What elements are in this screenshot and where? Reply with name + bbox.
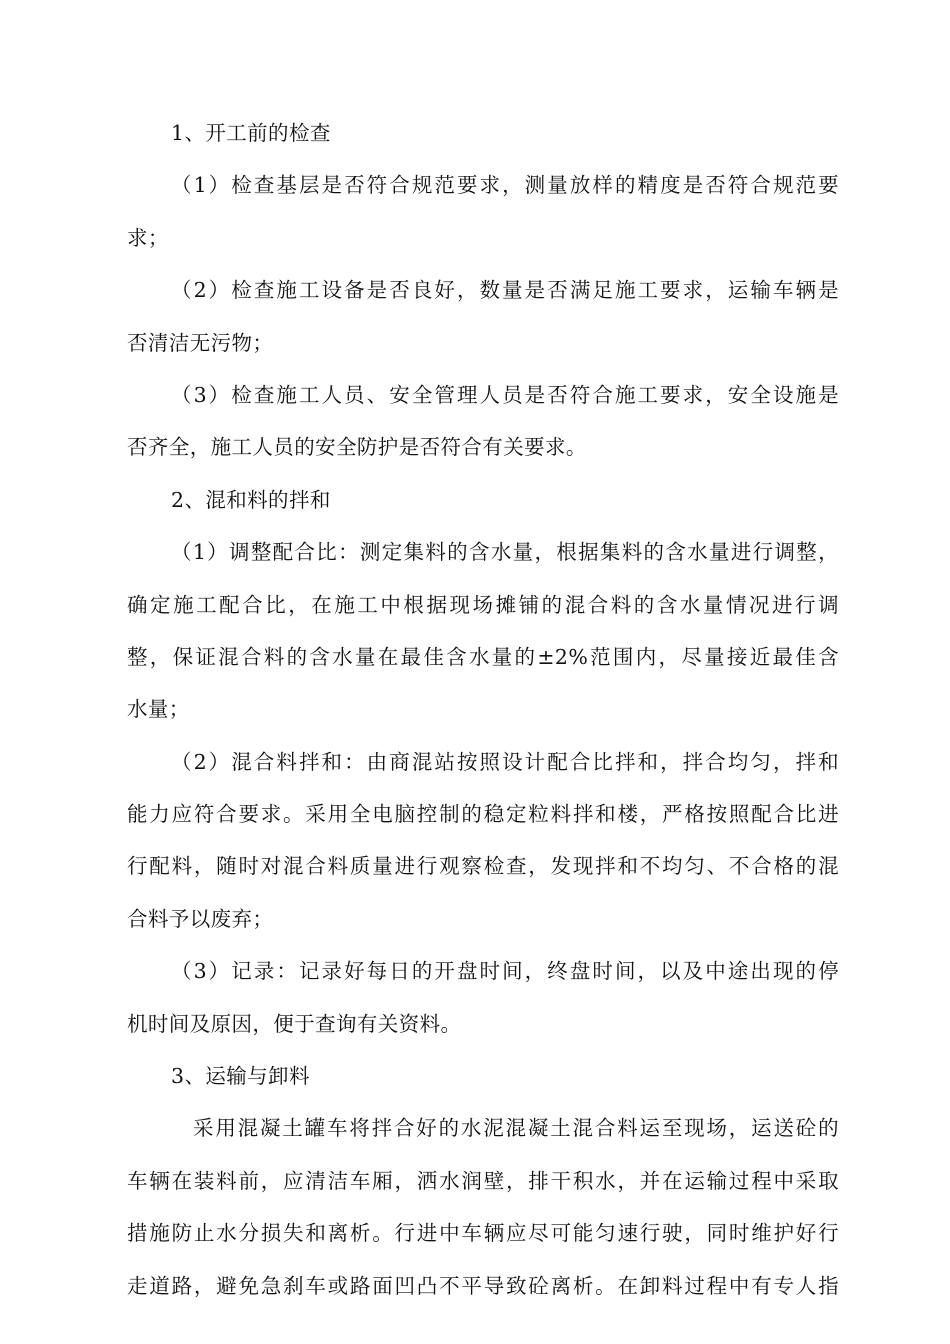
paragraph-line: （2）混合料拌和：由商混站按照设计配合比拌和，拌合均匀，拌和 bbox=[171, 749, 839, 774]
paragraph-line: （2）检查施工设备是否良好，数量是否满足施工要求，运输车辆是 bbox=[171, 278, 839, 303]
paragraph-line: 走道路，避免急刹车或路面凹凸不平导致砼离析。在卸料过程中有专人指 bbox=[127, 1273, 839, 1298]
paragraph-line: 求； bbox=[127, 225, 169, 250]
paragraph-line: 否清洁无污物； bbox=[127, 330, 274, 355]
paragraph-line: 能力应符合要求。采用全电脑控制的稳定粒料拌和楼，严格按照配合比进 bbox=[127, 802, 839, 827]
section-heading: 2、混和料的拌和 bbox=[171, 487, 331, 512]
paragraph-line: 否齐全，施工人员的安全防护是否符合有关要求。 bbox=[127, 435, 587, 460]
paragraph-line: （3）记录：记录好每日的开盘时间，终盘时间，以及中途出现的停 bbox=[171, 959, 839, 984]
paragraph-line: 机时间及原因，便于查询有关资料。 bbox=[127, 1011, 462, 1036]
section-heading: 3、运输与卸料 bbox=[171, 1064, 310, 1089]
paragraph-line: 采用混凝土罐车将拌合好的水泥混凝土混合料运至现场，运送砼的 bbox=[193, 1116, 839, 1141]
paragraph-line: （1）调整配合比：测定集料的含水量，根据集料的含水量进行调整， bbox=[171, 540, 839, 565]
paragraph-line: 措施防止水分损失和离析。行进中车辆应尽可能匀速行驶，同时维护好行 bbox=[127, 1221, 839, 1246]
paragraph-line: 车辆在装料前，应清洁车厢，洒水润壁，排干积水，并在运输过程中采取 bbox=[127, 1168, 839, 1193]
paragraph-line: 确定施工配合比，在施工中根据现场摊铺的混合料的含水量情况进行调 bbox=[127, 592, 839, 617]
paragraph-line: 水量； bbox=[127, 697, 190, 722]
section-heading: 1、开工前的检查 bbox=[171, 121, 331, 145]
document-body bbox=[127, 116, 839, 1321]
paragraph-line: （1）检查基层是否符合规范要求，测量放样的精度是否符合规范要 bbox=[171, 173, 839, 198]
paragraph-line: 行配料，随时对混合料质量进行观察检查，发现拌和不均匀、不合格的混 bbox=[127, 854, 839, 879]
paragraph-line: 合料予以废弃； bbox=[127, 906, 274, 931]
paragraph-line: 整，保证混合料的含水量在最佳含水量的±2%范围内，尽量接近最佳含 bbox=[127, 644, 839, 669]
paragraph-line: （3）检查施工人员、安全管理人员是否符合施工要求，安全设施是 bbox=[171, 382, 839, 407]
